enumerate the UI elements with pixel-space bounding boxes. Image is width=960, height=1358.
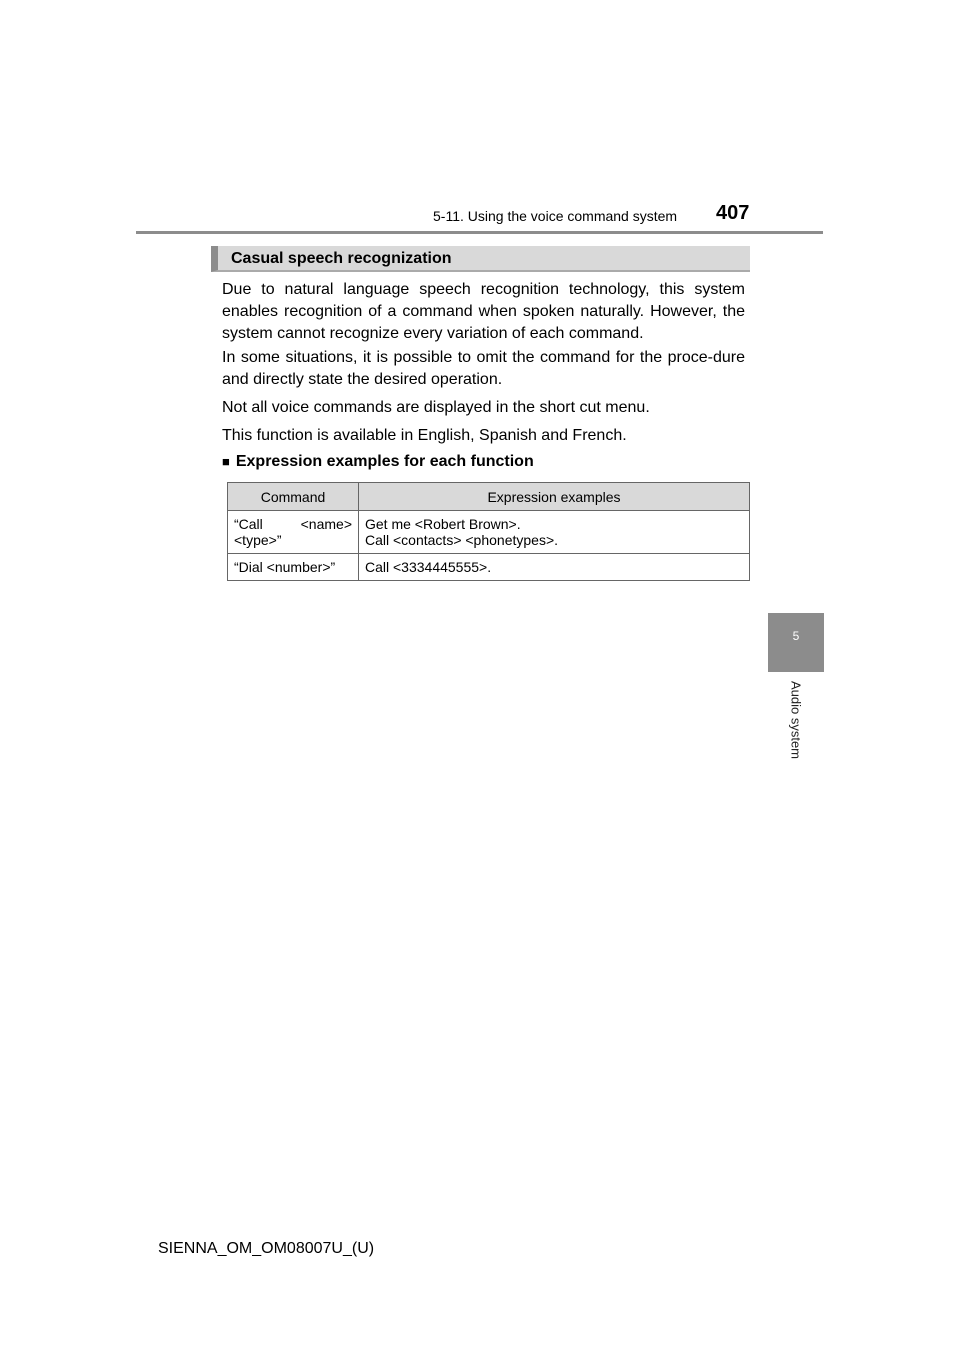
example-text: Call <3334445555>. (365, 559, 492, 575)
subheading (222, 453, 534, 471)
examples-cell (359, 554, 750, 581)
section-header (211, 246, 750, 272)
example-text: Get me <Robert Brown>. (365, 516, 521, 532)
chapter-label: Audio system (788, 680, 804, 760)
document-code: SIENNA_OM_OM08007U_(U) (158, 1240, 375, 1257)
examples-cell (359, 511, 750, 554)
paragraph: This function is available in English, Spanish and French. (222, 427, 627, 444)
section-title: Casual speech recognization (231, 250, 452, 267)
page-number: 407 (716, 202, 750, 224)
square-bullet-icon: ■ (222, 454, 230, 469)
column-header-examples: Expression examples (359, 483, 750, 511)
command-text: <type>” (234, 532, 282, 548)
command-cell (228, 511, 359, 554)
expression-table (227, 482, 750, 581)
example-text: Call <contacts> <phonetypes>. (365, 532, 559, 548)
chapter-tab (768, 613, 824, 672)
table-header-row (228, 483, 750, 511)
command-text: “Call (234, 516, 263, 532)
subheading-text: Expression examples for each function (235, 453, 534, 470)
table-row (228, 554, 750, 581)
command-cell: “Dial <number>” (228, 554, 359, 581)
chapter-number: 5 (792, 629, 800, 643)
header-section-title: 5-11. Using the voice command system (433, 208, 678, 224)
header-rule (136, 231, 823, 234)
paragraph: In some situations, it is possible to omit the command for the proce-dure and directly state the desired operation. (222, 349, 745, 388)
paragraph: Due to natural language speech recognition technology, this system enables recognition of a command when spoken naturally. However, the system cannot recognize every variation of each command. (222, 281, 745, 342)
command-text: <name> (300, 516, 352, 532)
table-row (228, 511, 750, 554)
paragraph: Not all voice commands are displayed in the short cut menu. (222, 399, 650, 416)
column-header-command: Command (228, 483, 359, 511)
